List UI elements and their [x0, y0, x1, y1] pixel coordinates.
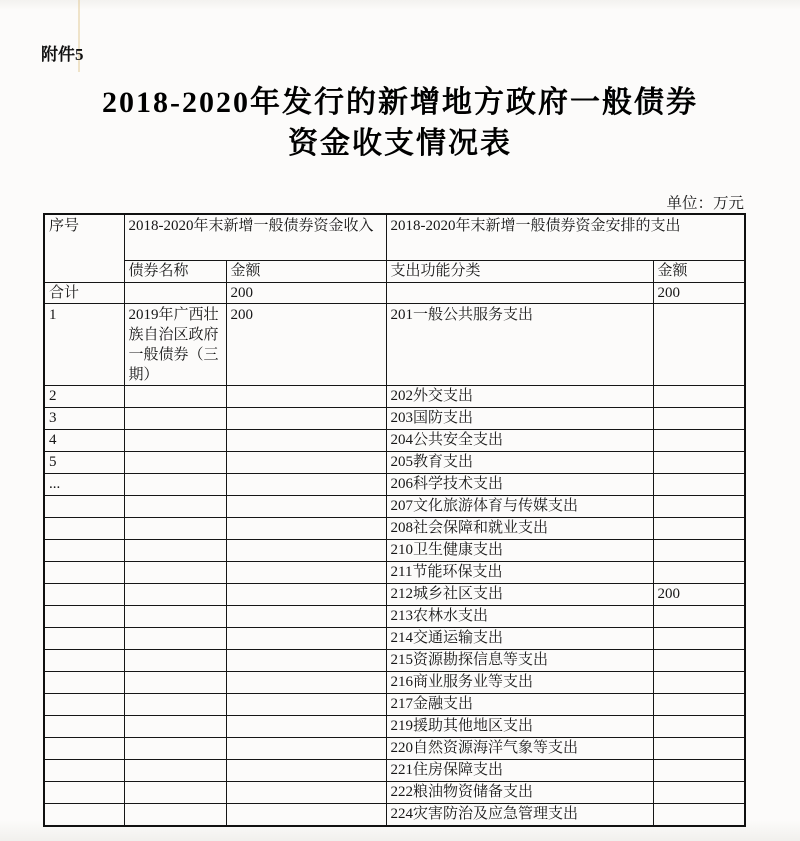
table-row — [44, 628, 745, 650]
cell-category: 207文化旅游体育与传媒支出 — [386, 496, 653, 518]
table-row — [44, 804, 745, 826]
table-row — [44, 304, 745, 386]
cell-income — [226, 408, 386, 430]
cell-category: 215资源勘探信息等支出 — [386, 650, 653, 672]
cell-amount — [653, 386, 745, 408]
table-row — [44, 782, 745, 804]
cell-category: 220自然资源海洋气象等支出 — [386, 738, 653, 760]
cell-no — [44, 584, 124, 606]
cell-no — [44, 540, 124, 562]
cell-category: 211节能环保支出 — [386, 562, 653, 584]
table-row — [44, 540, 745, 562]
cell-income — [226, 584, 386, 606]
table-row — [44, 496, 745, 518]
cell-no — [44, 738, 124, 760]
cell-category: 204公共安全支出 — [386, 430, 653, 452]
cell-amount — [653, 430, 745, 452]
cell-bond — [124, 628, 226, 650]
cell-income — [226, 518, 386, 540]
cell-bond — [124, 804, 226, 826]
cell-income — [226, 804, 386, 826]
cell-no — [44, 804, 124, 826]
table-row — [44, 672, 745, 694]
cell-no — [44, 760, 124, 782]
cell-bond — [124, 760, 226, 782]
cell-bond: 2019年广西壮族自治区政府一般债券（三期） — [124, 304, 226, 386]
bond-funds-table-wrap — [43, 213, 744, 827]
cell-bond — [124, 694, 226, 716]
cell-amount — [653, 606, 745, 628]
cell-amount — [653, 408, 745, 430]
cell-bond — [124, 408, 226, 430]
cell-no: 1 — [44, 304, 124, 386]
cell-income — [226, 430, 386, 452]
table-row — [44, 283, 745, 304]
header-serial: 序号 — [44, 214, 124, 283]
table-row — [44, 474, 745, 496]
table-row — [44, 760, 745, 782]
cell-no — [44, 650, 124, 672]
cell-amount — [653, 760, 745, 782]
cell-no — [44, 562, 124, 584]
cell-bond — [124, 738, 226, 760]
bond-funds-table — [43, 213, 746, 827]
cell-no: 2 — [44, 386, 124, 408]
cell-amount — [653, 694, 745, 716]
header-expense-amount: 金额 — [653, 261, 745, 283]
cell-bond — [124, 474, 226, 496]
cell-category: 222粮油物资储备支出 — [386, 782, 653, 804]
cell-income — [226, 694, 386, 716]
cell-category: 219援助其他地区支出 — [386, 716, 653, 738]
cell-income — [226, 606, 386, 628]
table-row — [44, 606, 745, 628]
table-row — [44, 694, 745, 716]
cell-category: 203国防支出 — [386, 408, 653, 430]
table-row — [44, 738, 745, 760]
cell-no — [44, 672, 124, 694]
cell-no — [44, 518, 124, 540]
cell-bond — [124, 672, 226, 694]
header-row-columns — [44, 261, 745, 283]
cell-amount — [653, 540, 745, 562]
cell-income — [226, 782, 386, 804]
cell-no — [44, 628, 124, 650]
cell-income — [226, 672, 386, 694]
cell-no — [44, 606, 124, 628]
page-title — [0, 82, 800, 164]
table-row — [44, 562, 745, 584]
table-body — [44, 283, 745, 826]
cell-bond — [124, 782, 226, 804]
cell-amount: 200 — [653, 283, 745, 304]
cell-bond — [124, 283, 226, 304]
cell-amount — [653, 496, 745, 518]
cell-no — [44, 716, 124, 738]
cell-amount — [653, 304, 745, 386]
cell-amount — [653, 716, 745, 738]
cell-no — [44, 694, 124, 716]
cell-income — [226, 496, 386, 518]
header-row-groups — [44, 214, 745, 261]
table-row — [44, 518, 745, 540]
table-row — [44, 430, 745, 452]
cell-amount — [653, 672, 745, 694]
cell-amount — [653, 782, 745, 804]
cell-bond — [124, 650, 226, 672]
table-row — [44, 452, 745, 474]
cell-amount — [653, 628, 745, 650]
cell-category: 213农林水支出 — [386, 606, 653, 628]
cell-bond — [124, 452, 226, 474]
cell-category: 224灾害防治及应急管理支出 — [386, 804, 653, 826]
cell-no: 3 — [44, 408, 124, 430]
cell-income — [226, 540, 386, 562]
cell-category — [386, 283, 653, 304]
cell-category: 217金融支出 — [386, 694, 653, 716]
cell-income — [226, 716, 386, 738]
cell-category: 221住房保障支出 — [386, 760, 653, 782]
cell-amount: 200 — [653, 584, 745, 606]
cell-no: 5 — [44, 452, 124, 474]
page-title-line1: 2018-2020年发行的新增地方政府一般债券 — [102, 86, 698, 119]
cell-amount — [653, 650, 745, 672]
attachment-label: 附件5 — [41, 45, 84, 64]
cell-amount — [653, 452, 745, 474]
cell-no: 4 — [44, 430, 124, 452]
cell-amount — [653, 738, 745, 760]
cell-bond — [124, 518, 226, 540]
cell-category: 205教育支出 — [386, 452, 653, 474]
cell-income — [226, 474, 386, 496]
table-header — [44, 214, 745, 283]
cell-income — [226, 628, 386, 650]
table-row — [44, 386, 745, 408]
table-row — [44, 408, 745, 430]
cell-income — [226, 760, 386, 782]
cell-category: 208社会保障和就业支出 — [386, 518, 653, 540]
cell-category: 216商业服务业等支出 — [386, 672, 653, 694]
cell-bond — [124, 584, 226, 606]
cell-bond — [124, 716, 226, 738]
cell-income: 200 — [226, 304, 386, 386]
cell-category: 212城乡社区支出 — [386, 584, 653, 606]
cell-income — [226, 386, 386, 408]
cell-bond — [124, 386, 226, 408]
cell-bond — [124, 562, 226, 584]
cell-amount — [653, 804, 745, 826]
cell-category: 214交通运输支出 — [386, 628, 653, 650]
cell-amount — [653, 474, 745, 496]
table-row — [44, 584, 745, 606]
table-row — [44, 716, 745, 738]
header-expense-group: 2018-2020年末新增一般债券资金安排的支出 — [386, 214, 745, 261]
cell-amount — [653, 562, 745, 584]
table-row — [44, 650, 745, 672]
header-income-amount: 金额 — [226, 261, 386, 283]
cell-income — [226, 738, 386, 760]
cell-no: ... — [44, 474, 124, 496]
cell-category: 206科学技术支出 — [386, 474, 653, 496]
unit-label: 单位：万元 — [666, 195, 744, 212]
header-expense-category: 支出功能分类 — [386, 261, 653, 283]
header-bond-name: 债券名称 — [124, 261, 226, 283]
cell-bond — [124, 540, 226, 562]
cell-income — [226, 562, 386, 584]
page-title-line2: 资金收支情况表 — [288, 127, 512, 160]
cell-income — [226, 452, 386, 474]
cell-category: 201一般公共服务支出 — [386, 304, 653, 386]
cell-income: 200 — [226, 283, 386, 304]
cell-income — [226, 650, 386, 672]
cell-no — [44, 782, 124, 804]
cell-bond — [124, 496, 226, 518]
cell-bond — [124, 430, 226, 452]
cell-no — [44, 496, 124, 518]
cell-amount — [653, 518, 745, 540]
cell-bond — [124, 606, 226, 628]
cell-no: 合计 — [44, 283, 124, 304]
cell-category: 210卫生健康支出 — [386, 540, 653, 562]
header-income-group: 2018-2020年末新增一般债券资金收入 — [124, 214, 386, 261]
cell-category: 202外交支出 — [386, 386, 653, 408]
